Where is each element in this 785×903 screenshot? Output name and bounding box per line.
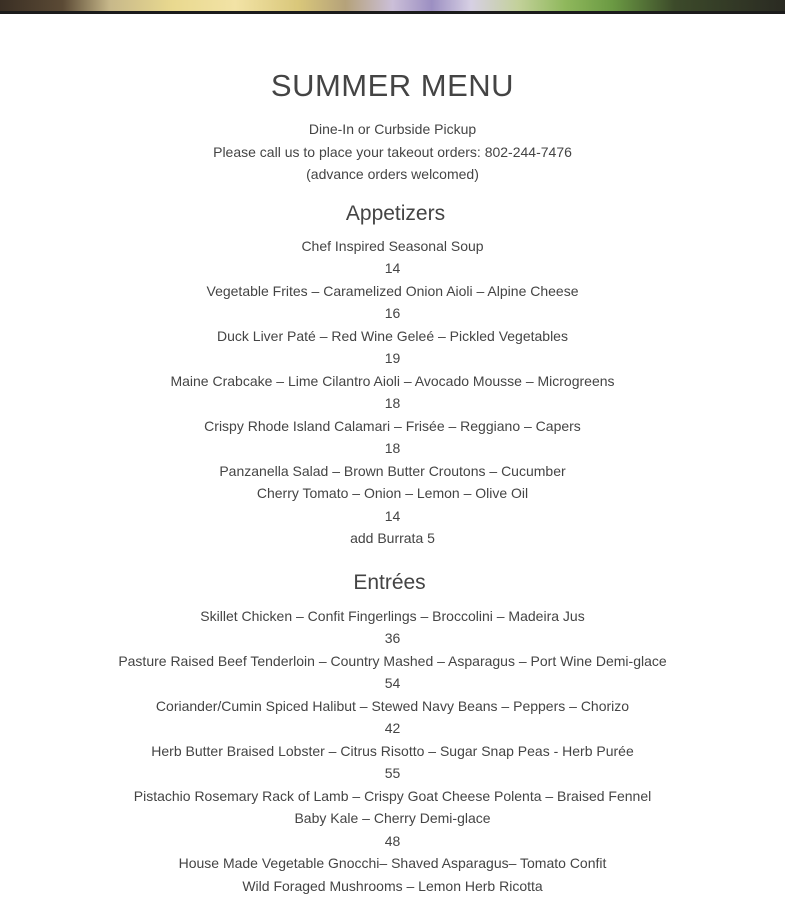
menu-item-price: 48: [384, 832, 401, 849]
menu-item-line: Baby Kale – Cherry Demi-glace: [294, 810, 491, 826]
menu-item-line: Cherry Tomato – Onion – Lemon – Olive Oil: [256, 485, 529, 501]
menu-item-price: 16: [384, 305, 401, 321]
menu-item-line: Herb Butter Braised Lobster – Citrus Risotto – Sugar Snap Peas - Herb Purée: [151, 742, 634, 759]
menu-item-price: 18: [384, 395, 401, 411]
menu-item-line: Duck Liver Paté – Red Wine Geleé – Pickled Vegetables: [217, 327, 568, 344]
menu-content: [0, 14, 785, 897]
service-note: Dine-In or Curbside Pickup: [308, 121, 477, 137]
menu-item-line: Pasture Raised Beef Tenderloin – Country Mashed – Asparagus – Port Wine Demi-glace: [118, 652, 667, 669]
section-title-entrees-text: Entrées: [353, 570, 426, 594]
menu-item-line: Maine Crabcake – Lime Cilantro Aioli – Avocado Mousse – Microgreens: [170, 372, 615, 389]
menu-intro: [0, 118, 785, 186]
section-title-appetizers-text: Appetizers: [345, 201, 446, 225]
appetizers-list: [0, 235, 785, 550]
menu-item-price: 18: [384, 440, 401, 456]
menu-item-line: Skillet Chicken – Confit Fingerlings – Broccolini – Madeira Jus: [200, 607, 585, 624]
menu-item-price: 36: [384, 630, 401, 646]
menu-item-line: Wild Foraged Mushrooms – Lemon Herb Ricotta: [242, 877, 543, 894]
menu-item-line: Coriander/Cumin Spiced Halibut – Stewed Navy Beans – Peppers – Chorizo: [155, 697, 630, 714]
menu-item-price: 14: [384, 507, 401, 524]
menu-item-price: 19: [384, 350, 401, 366]
menu-item-price: 42: [384, 720, 401, 736]
section-title-appetizers: [0, 199, 785, 229]
menu-item-line: Panzanella Salad – Brown Butter Croutons – Cucumber: [219, 462, 566, 479]
menu-item-line: Chef Inspired Seasonal Soup: [301, 237, 484, 254]
entrees-list: [0, 605, 785, 898]
menu-item-addon: add Burrata 5: [350, 530, 435, 546]
hero-image-strip: [0, 0, 785, 11]
menu-item-line: Vegetable Frites – Caramelized Onion Aioli – Alpine Cheese: [206, 282, 579, 299]
phone-order-note: Please call us to place your takeout orders: 802-244-7476: [213, 143, 572, 160]
menu-item-line: House Made Vegetable Gnocchi– Shaved Asparagus– Tomato Confit: [178, 855, 607, 871]
menu-item-price: 14: [384, 260, 401, 276]
menu-item-price: 54: [384, 675, 401, 691]
section-title-entrees: [0, 568, 785, 598]
menu-item-line: Pistachio Rosemary Rack of Lamb – Crispy Goat Cheese Polenta – Braised Fennel: [133, 787, 652, 804]
menu-item-price: 55: [384, 765, 401, 781]
advance-orders-note: (advance orders welcomed): [306, 166, 479, 182]
page-title: SUMMER MENU: [270, 68, 515, 103]
menu-item-line: Crispy Rhode Island Calamari – Frisée – Reggiano – Capers: [204, 417, 581, 434]
